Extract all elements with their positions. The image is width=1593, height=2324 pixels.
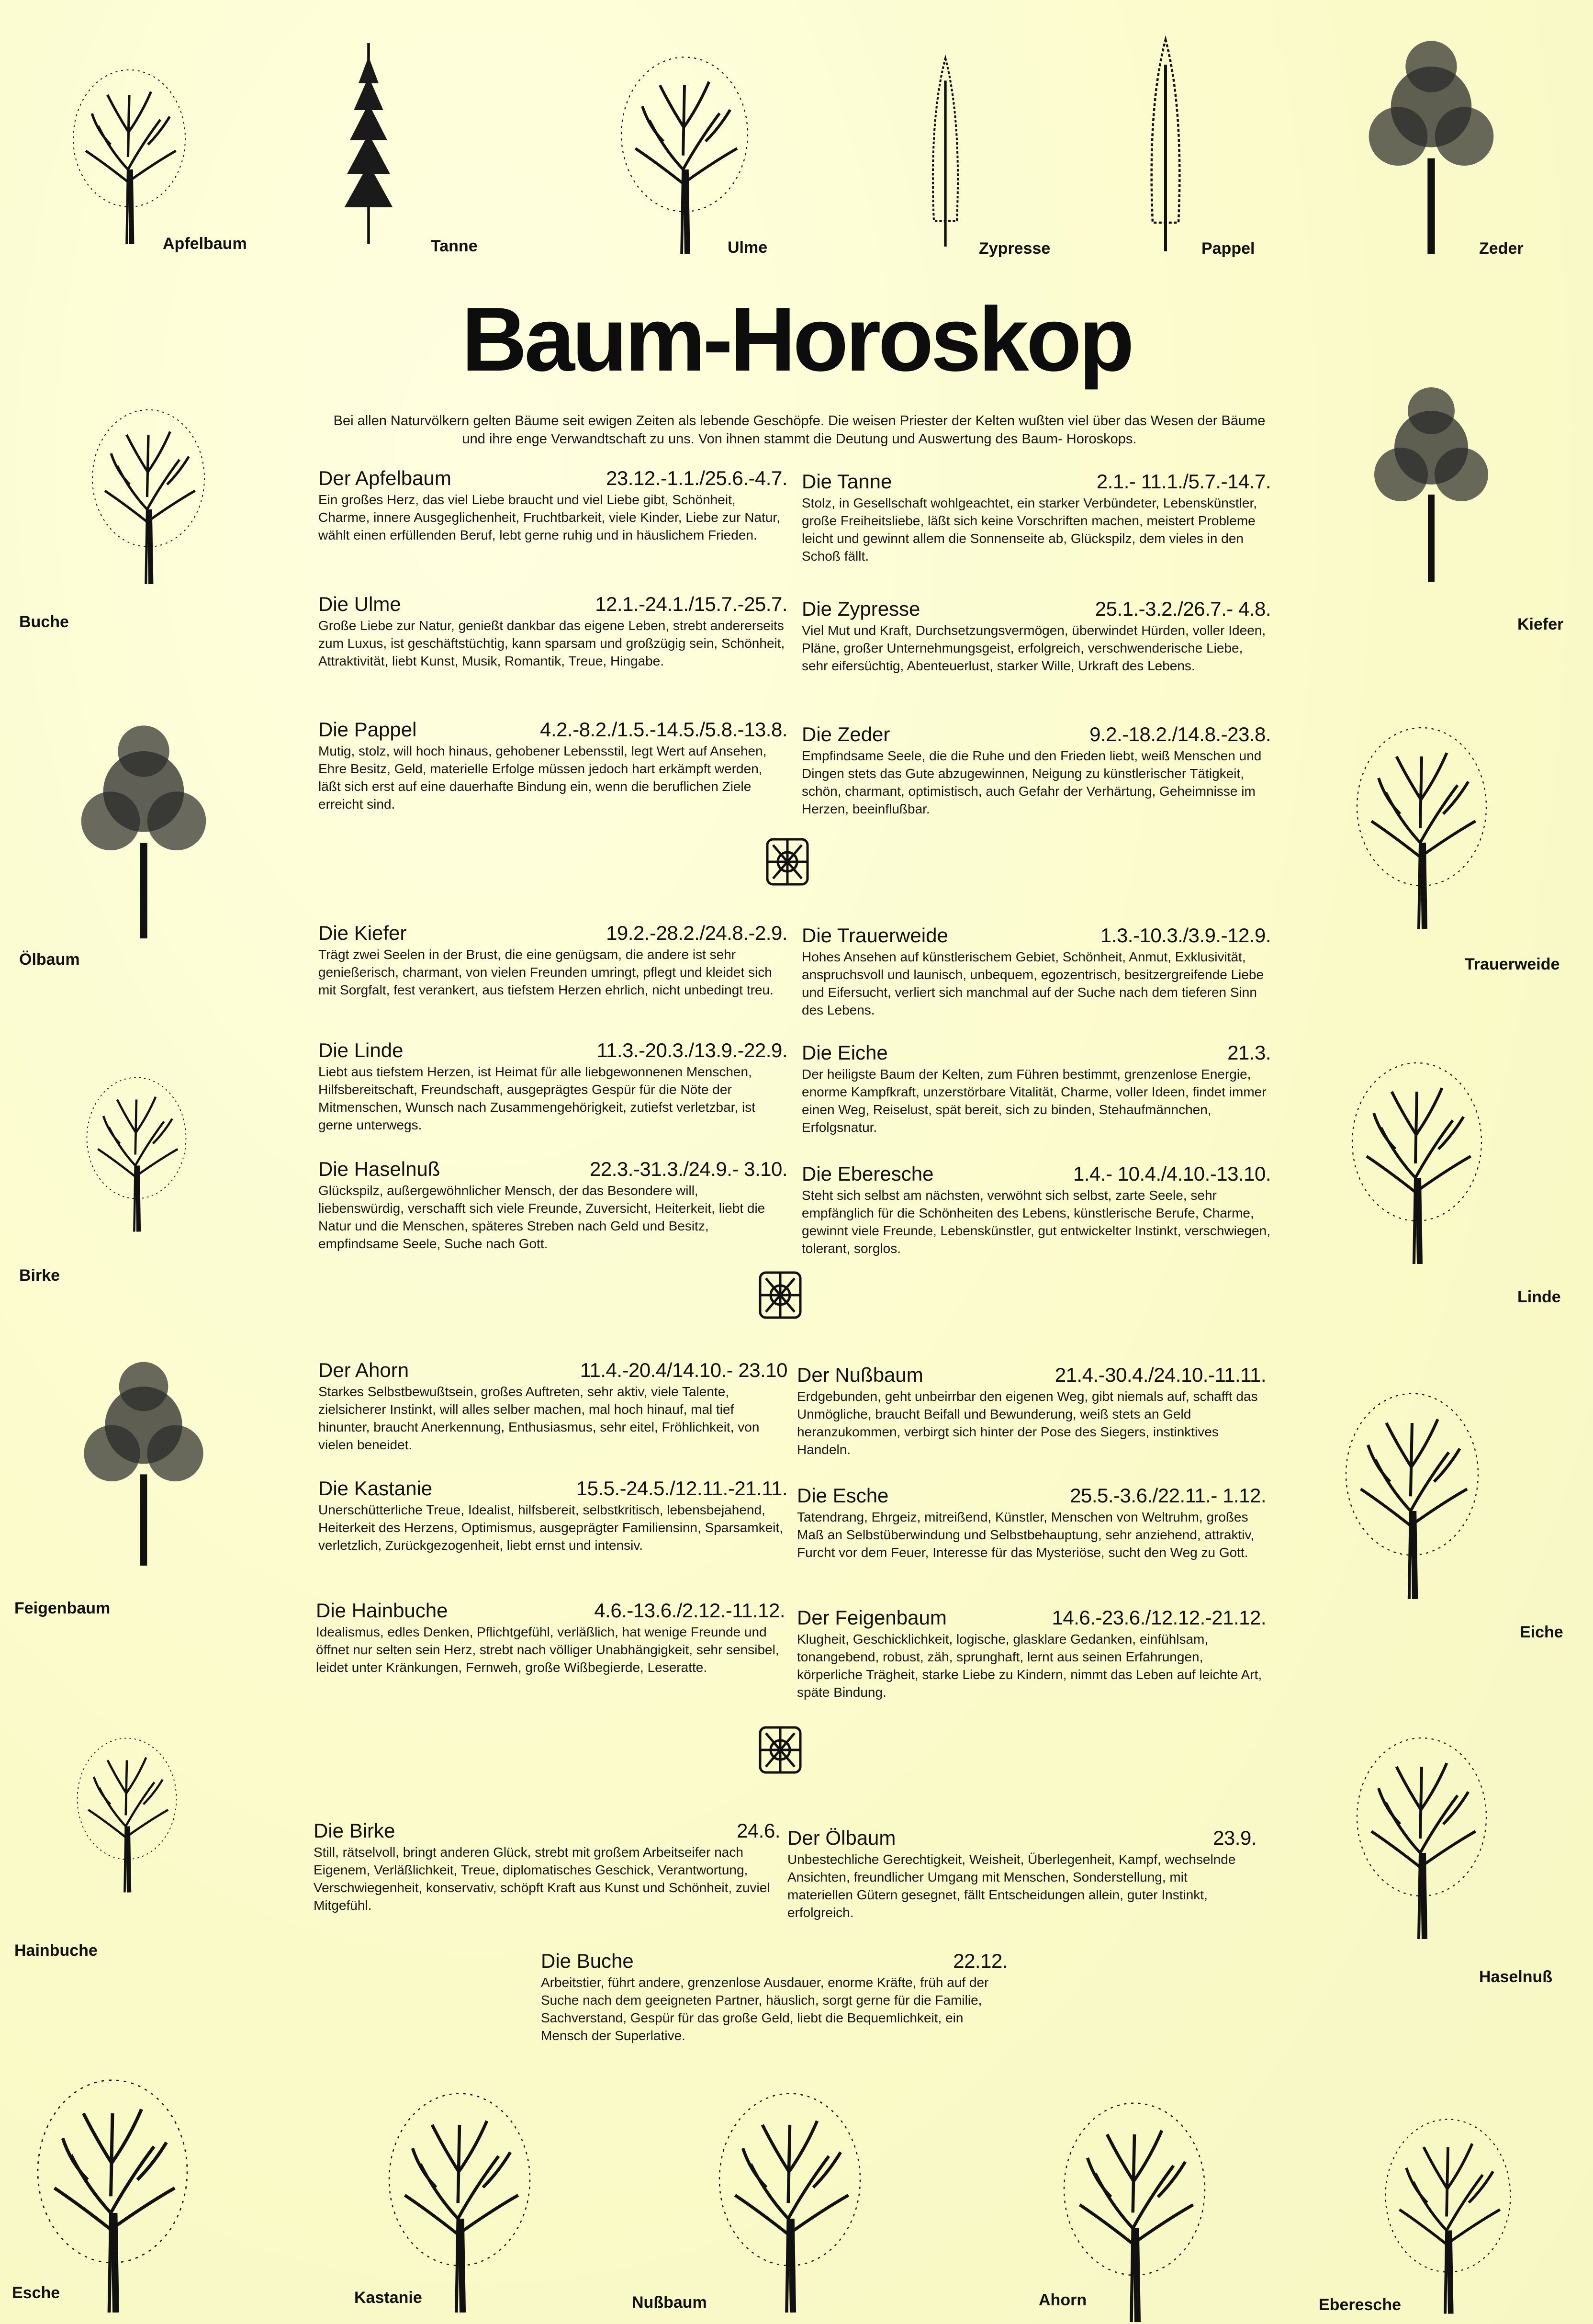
entry-esche — [797, 1484, 1266, 1561]
entry-dates: 23.9. — [1213, 1827, 1256, 1849]
tree-illustration-kastanie — [378, 2078, 541, 2313]
entry-eiche — [802, 1041, 1271, 1136]
entry-zypresse — [802, 598, 1271, 675]
tree-illustration-linde — [1335, 1049, 1498, 1264]
tanne-tree-icon — [335, 43, 402, 244]
hainbuche-tree-icon — [72, 1704, 182, 1915]
tree-illustration-hainbuche — [72, 1704, 182, 1915]
entry-name: Der Nußbaum — [797, 1364, 923, 1386]
zeder-tree-icon — [1331, 34, 1532, 254]
entry-dates: 19.2.-28.2./24.8.-2.9. — [606, 922, 787, 944]
tree-label-kiefer: Kiefer — [1517, 615, 1564, 633]
kastanie-tree-icon — [378, 2078, 541, 2313]
entry-dates: 14.6.-23.6./12.12.-21.12. — [1052, 1606, 1266, 1629]
entry-birke — [314, 1819, 780, 1914]
entry-description: Viel Mut und Kraft, Durchsetzungsvermögen, überwindet Hürden, voller Ideen, Pläne, großer Unternehmungsgeist, erfolgreich, verschwenderische Liebe, sehr eifersüchtig, Abenteuerlust, starker Wille, Urkraft des Lebens. — [802, 623, 1266, 673]
entry-description: Trägt zwei Seelen in der Brust, die eine genügsam, die andere ist sehr genießerisch, charmant, von vielen Freunden umringt, pflegt und kleidet sich mit Sorgfalt, fest verankert, aus tiefstem Herzen ehrlich, nicht unbedingt treu. — [318, 947, 774, 997]
tree-label-oelbaum: Ölbaum — [19, 950, 80, 969]
tree-label-tanne: Tanne — [431, 237, 478, 255]
entry-description: Starkes Selbstbewußtsein, großes Auftreten, sehr aktiv, viele Talente, zielsicherer Instinkt, will alles selber machen, mal hoch hinauf, mal tief hinunter, braucht Anerkennung, Enthusiasmus, sehr eitel, Fröhlichkeit, von vielen beneidet. — [318, 1384, 760, 1452]
entry-linde — [318, 1039, 787, 1134]
linde-tree-icon — [1335, 1049, 1498, 1264]
tree-label-linde: Linde — [1517, 1288, 1561, 1306]
entry-name: Die Pappel — [318, 718, 417, 741]
esche-tree-icon — [14, 2064, 211, 2313]
tree-label-feigenbaum: Feigenbaum — [14, 1599, 111, 1617]
trauerweide-tree-icon — [1340, 713, 1503, 929]
tree-illustration-birke — [81, 1044, 191, 1254]
tree-label-haselnuss: Haselnuß — [1479, 1968, 1553, 1986]
entry-description: Tatendrang, Ehrgeiz, mitreißend, Künstler, Menschen von Weltruhm, großes Maß an Selbstüberwindung und Selbstbehauptung, sehr anziehend, attraktiv, Furcht vor dem Feuer, Interesse für das Mysteriöse, sucht den Weg zu Gott. — [797, 1510, 1255, 1560]
entry-description: Unerschütterliche Treue, Idealist, hilfsbereit, selbstkritisch, lebensbejahend, Heiterkeit des Herzens, Optimismus, ausgeprägter Familiensinn, Sparsamkeit, verletzlich, Zurückgezogenheit, liebt ernst und intensiv. — [318, 1502, 784, 1553]
tree-illustration-zeder — [1331, 34, 1532, 254]
entry-name: Die Eberesche — [802, 1162, 934, 1185]
tree-label-nussbaum: Nußbaum — [632, 2293, 707, 2312]
entry-description: Arbeitstier, führt andere, grenzenlose Ausdauer, enorme Kräfte, früh auf der Suche nach dem geeigneten Partner, häuslich, sorgt gerne für die Familie, Sachverstand, Gespür für das große Geld, liebt die Bequemlichkeit, ein Mensch der Superlative. — [541, 1975, 989, 2043]
tree-label-kastanie: Kastanie — [354, 2289, 422, 2307]
entry-dates: 24.6. — [737, 1819, 780, 1842]
entry-name: Der Apfelbaum — [318, 467, 451, 489]
entry-name: Der Ahorn — [318, 1359, 409, 1381]
entry-dates: 21.3. — [1227, 1041, 1271, 1064]
nussbaum-tree-icon — [704, 2078, 876, 2313]
entry-name: Die Zypresse — [802, 598, 920, 620]
entry-zeder — [802, 723, 1271, 818]
tree-label-ahorn: Ahorn — [1039, 2291, 1087, 2309]
birke-tree-icon — [81, 1044, 191, 1254]
eberesche-tree-icon — [1379, 2097, 1517, 2322]
entry-kiefer — [318, 922, 787, 999]
entry-dates: 2.1.- 11.1./5.7.-14.7. — [1096, 470, 1271, 493]
tree-illustration-nussbaum — [704, 2078, 876, 2313]
tree-label-esche: Esche — [12, 2284, 60, 2302]
entry-name: Die Zeder — [802, 723, 890, 745]
celtic-knot-icon — [756, 1269, 804, 1321]
entry-dates: 25.5.-3.6./22.11.- 1.12. — [1070, 1484, 1266, 1507]
entry-name: Der Feigenbaum — [797, 1606, 947, 1629]
tree-label-eiche: Eiche — [1520, 1623, 1563, 1641]
tree-label-zeder: Zeder — [1479, 239, 1524, 258]
entry-name: Die Buche — [541, 1950, 634, 1972]
entry-description: Große Liebe zur Natur, genießt dankbar das eigene Leben, strebt andererseits zum Luxus, ist geschäftstüchtig, kann sparsam und großzügig sein, Schönheit, Attraktivität, liebt Kunst, Musik, Romantik, Treue, Hingabe. — [318, 618, 785, 668]
entry-description: Klugheit, Geschicklichkeit, logische, glasklare Gedanken, einfühlsam, tonangebend, robust, zäh, sprunghaft, lernt aus seinen Erfahrungen, körperliche Trägheit, starke Liebe zu Kindern, nimmt das Leben auf leichte Art, späte Bindung. — [797, 1632, 1262, 1700]
entry-name: Die Hainbuche — [316, 1599, 448, 1622]
entry-description: Glückspilz, außergewöhnlicher Mensch, der das Besondere will, liebenswürdig, verschafft sich viele Freunde, Zuversicht, Heiterkeit, liebt die Natur und die Menschen, späteres Streben nach Geld und Besitz, empfindsame Seele, Suche nach Gott. — [318, 1183, 765, 1251]
intro-paragraph: Bei allen Naturvölkern gelten Bäume seit ewigen Zeiten als lebende Geschöpfe. Die weisen Priester der Kelten wußten viel über das Wesen der Bäume und ihre enge Verwandtschaft zu uns. Von ihnen stammt die Deutung und Auswertung des Baum- Horoskops. — [333, 413, 1266, 447]
entry-description: Stolz, in Gesellschaft wohlgeachtet, ein starker Verbündeter, Lebenskünstler, große Freiheitsliebe, läßt sich keine Vorschriften machen, meistert Probleme leicht und gewinnt allem die Sonnenseite ab, Glückspilz, dem vieles in den Schoß fällt. — [802, 496, 1257, 564]
entry-nussbaum — [797, 1364, 1266, 1458]
tree-illustration-zypresse — [926, 48, 965, 254]
entry-name: Die Kastanie — [318, 1477, 433, 1500]
entry-name: Die Eiche — [802, 1041, 888, 1064]
entry-eberesche — [802, 1162, 1271, 1257]
entry-apfelbaum — [318, 467, 787, 544]
ulme-tree-icon — [584, 43, 785, 254]
entry-buche — [541, 1950, 1008, 2044]
celtic-knot-icon — [763, 835, 811, 888]
tree-label-hainbuche: Hainbuche — [14, 1941, 98, 1960]
entry-ahorn — [318, 1359, 787, 1454]
entry-dates: 1.3.-10.3./3.9.-12.9. — [1100, 924, 1271, 947]
entry-dates: 4.6.-13.6./2.12.-11.12. — [594, 1599, 785, 1622]
entry-dates: 23.12.-1.1./25.6.-4.7. — [606, 467, 787, 489]
entry-description: Still, rätselvoll, bringt anderen Glück, strebt mit großem Arbeitseifer nach Eigenem, Verläßlichkeit, Treue, diplomatisches Geschick, Verantwortung, Verschwiegenheit, konservativ, schöpft Kraft aus Kunst und Schönheit, zuviel Mitgefühl. — [314, 1845, 770, 1913]
entry-dates: 1.4.- 10.4./4.10.-13.10. — [1073, 1162, 1271, 1185]
tree-illustration-feigenbaum — [67, 1355, 220, 1566]
entry-name: Die Haselnuß — [318, 1158, 440, 1180]
entry-dates: 22.3.-31.3./24.9.- 3.10. — [590, 1158, 787, 1180]
kiefer-tree-icon — [1364, 373, 1498, 589]
entry-oelbaum — [787, 1827, 1256, 1921]
tree-label-birke: Birke — [19, 1266, 60, 1285]
tree-label-ulme: Ulme — [728, 238, 768, 257]
tree-illustration-ulme — [584, 43, 785, 254]
entry-description: Ein großes Herz, das viel Liebe braucht und viel Liebe gibt, Schönheit, Charme, innere Ausgeglichenheit, Fruchtbarkeit, viele Kinder, Liebe zur Natur, wählt einen erfüllenden Beruf, lebt gerne ruhig und in häuslichem Frieden. — [318, 492, 780, 542]
entry-dates: 15.5.-24.5./12.11.-21.11. — [576, 1477, 787, 1500]
entry-dates: 25.1.-3.2./26.7.- 4.8. — [1095, 598, 1271, 620]
eiche-tree-icon — [1331, 1379, 1493, 1599]
entry-ulme — [318, 593, 787, 670]
entry-description: Der heiligste Baum der Kelten, zum Führen bestimmt, grenzenlose Energie, enorme Kampfkraft, unzerstörbare Vitalität, Charme, voller Ideen, findet immer einen Weg, Reiselust, spät bereit, sich zu binden, Stehaufmännchen, Erfolgsnatur. — [802, 1067, 1267, 1135]
entry-dates: 4.2.-8.2./1.5.-14.5./5.8.-13.8. — [540, 718, 787, 741]
zypresse-tree-icon — [926, 48, 965, 254]
entry-dates: 11.4.-20.4/14.10.- 23.10 — [580, 1359, 787, 1381]
tree-label-eberesche: Eberesche — [1319, 2296, 1401, 2314]
tree-illustration-eberesche — [1379, 2097, 1517, 2322]
celtic-knot-icon — [756, 1724, 804, 1776]
entry-description: Unbestechliche Gerechtigkeit, Weisheit, Überlegenheit, Kampf, wechselnde Ansichten, freundlicher Umgang mit Menschen, Sonderstellung, mit materiellen Gütern gesegnet, fällt Entscheidungen allein, guter Instinkt, erfolgreich. — [787, 1852, 1236, 1920]
entry-feigenbaum — [797, 1606, 1266, 1701]
entry-dates: 22.12. — [953, 1950, 1008, 1972]
entry-tanne — [802, 470, 1271, 565]
tree-illustration-kiefer — [1364, 373, 1498, 589]
entry-dates: 12.1.-24.1./15.7.-25.7. — [595, 593, 787, 615]
tree-illustration-ahorn — [1039, 2087, 1230, 2322]
entry-name: Die Kiefer — [318, 922, 407, 944]
entry-haselnuss — [318, 1158, 787, 1252]
haselnuss-tree-icon — [1350, 1724, 1493, 1939]
tree-label-apfelbaum: Apfelbaum — [163, 235, 247, 253]
entry-trauerweide — [802, 924, 1271, 1019]
tree-illustration-trauerweide — [1340, 713, 1503, 929]
entry-kastanie — [318, 1477, 787, 1554]
tree-illustration-buche — [86, 383, 211, 598]
entry-description: Liebt aus tiefstem Herzen, ist Heimat für alle liebgewonnenen Menschen, Hilfsbereitschaft, Freundschaft, ausgeprägtes Gespür für die Nöte der Mitmenschen, Wunsch nach Zusammengehörigkeit, zutiefst verletzbar, ist gerne unterwegs. — [318, 1064, 755, 1132]
entry-description: Mutig, stolz, will hoch hinaus, gehobener Lebensstil, legt Wert auf Ansehen, Ehre Besitz, Geld, materielle Erfolge müssen jedoch hart erkämpft werden, läßt sich erst auf eine dauerhafte Bindung ein, wenn die beruflichen Ziele erreicht sind. — [318, 744, 767, 812]
entry-name: Die Tanne — [802, 470, 892, 493]
tree-illustration-apfelbaum — [38, 57, 220, 244]
page-title: Baum-Horoskop — [461, 289, 1132, 390]
tree-illustration-tanne — [335, 43, 402, 244]
entry-name: Die Trauerweide — [802, 924, 948, 947]
entry-dates: 21.4.-30.4./24.10.-11.11. — [1055, 1364, 1266, 1386]
entry-description: Erdgebunden, geht unbeirrbar den eigenen Weg, gibt niemals auf, schafft das Unmögliche, braucht Beifall und Bewunderung, weiß stets an Geld heranzukommen, verbirgt sich hinter der Pose des Siegers, instinktives Handeln. — [797, 1389, 1258, 1457]
tree-label-zypresse: Zypresse — [979, 239, 1051, 258]
tree-illustration-haselnuss — [1350, 1724, 1493, 1939]
tree-illustration-pappel — [1144, 34, 1187, 254]
pappel-tree-icon — [1144, 34, 1187, 254]
tree-label-pappel: Pappel — [1201, 239, 1255, 258]
tree-illustration-eiche — [1331, 1379, 1493, 1599]
tree-label-trauerweide: Trauerweide — [1465, 955, 1560, 973]
entry-name: Die Birke — [314, 1819, 395, 1842]
buche-tree-icon — [86, 383, 211, 598]
entry-description: Hohes Ansehen auf künstlerischem Gebiet, Schönheit, Anmut, Exklusivität, anspruchsvoll und launisch, unbequem, egozentrisch, besitzergreifende Liebe und Eifersucht, verliert sich manchmal auf der Suche nach dem tieferen Sinn des Lebens. — [802, 949, 1264, 1017]
feigenbaum-tree-icon — [67, 1355, 220, 1566]
entry-hainbuche — [316, 1599, 785, 1676]
tree-illustration-oelbaum — [67, 718, 220, 938]
ahorn-tree-icon — [1039, 2087, 1230, 2322]
entry-name: Der Ölbaum — [787, 1827, 896, 1849]
oelbaum-tree-icon — [67, 718, 220, 938]
entry-name: Die Esche — [797, 1484, 889, 1507]
entry-dates: 11.3.-20.3./13.9.-22.9. — [596, 1039, 787, 1061]
apfelbaum-tree-icon — [38, 57, 220, 244]
entry-description: Empfindsame Seele, die die Ruhe und den Frieden liebt, weiß Menschen und Dingen stets das Gute abzugewinnen, Neigung zu künstlerischer Tätigkeit, schön, charmant, optimistisch, auch Gefahr der Verhärtung, Geheimnisse im Herzen, beeinflußbar. — [802, 748, 1262, 816]
tree-label-buche: Buche — [19, 613, 69, 631]
entry-name: Die Ulme — [318, 593, 401, 615]
entry-pappel — [318, 718, 787, 813]
entry-dates: 9.2.-18.2./14.8.-23.8. — [1089, 723, 1271, 745]
entry-description: Idealismus, edles Denken, Pflichtgefühl, verläßlich, hat wenige Freunde und öffnet nur selten sein Herz, strebt nach völliger Unabhängigkeit, sehr sensibel, leidet unter Kränkungen, Fernweh, große Wißbegierde, Leseratte. — [316, 1625, 779, 1675]
tree-illustration-esche — [14, 2064, 211, 2313]
entry-name: Die Linde — [318, 1039, 404, 1061]
entry-description: Steht sich selbst am nächsten, verwöhnt sich selbst, zarte Seele, sehr empfänglich für die Schönheiten des Lebens, künstlerische Berufe, Charme, gewinnt viele Freunde, Lebenskünstler, gut entwickelter Instinkt, verschwiegen, tolerant, sorglos. — [802, 1188, 1270, 1256]
